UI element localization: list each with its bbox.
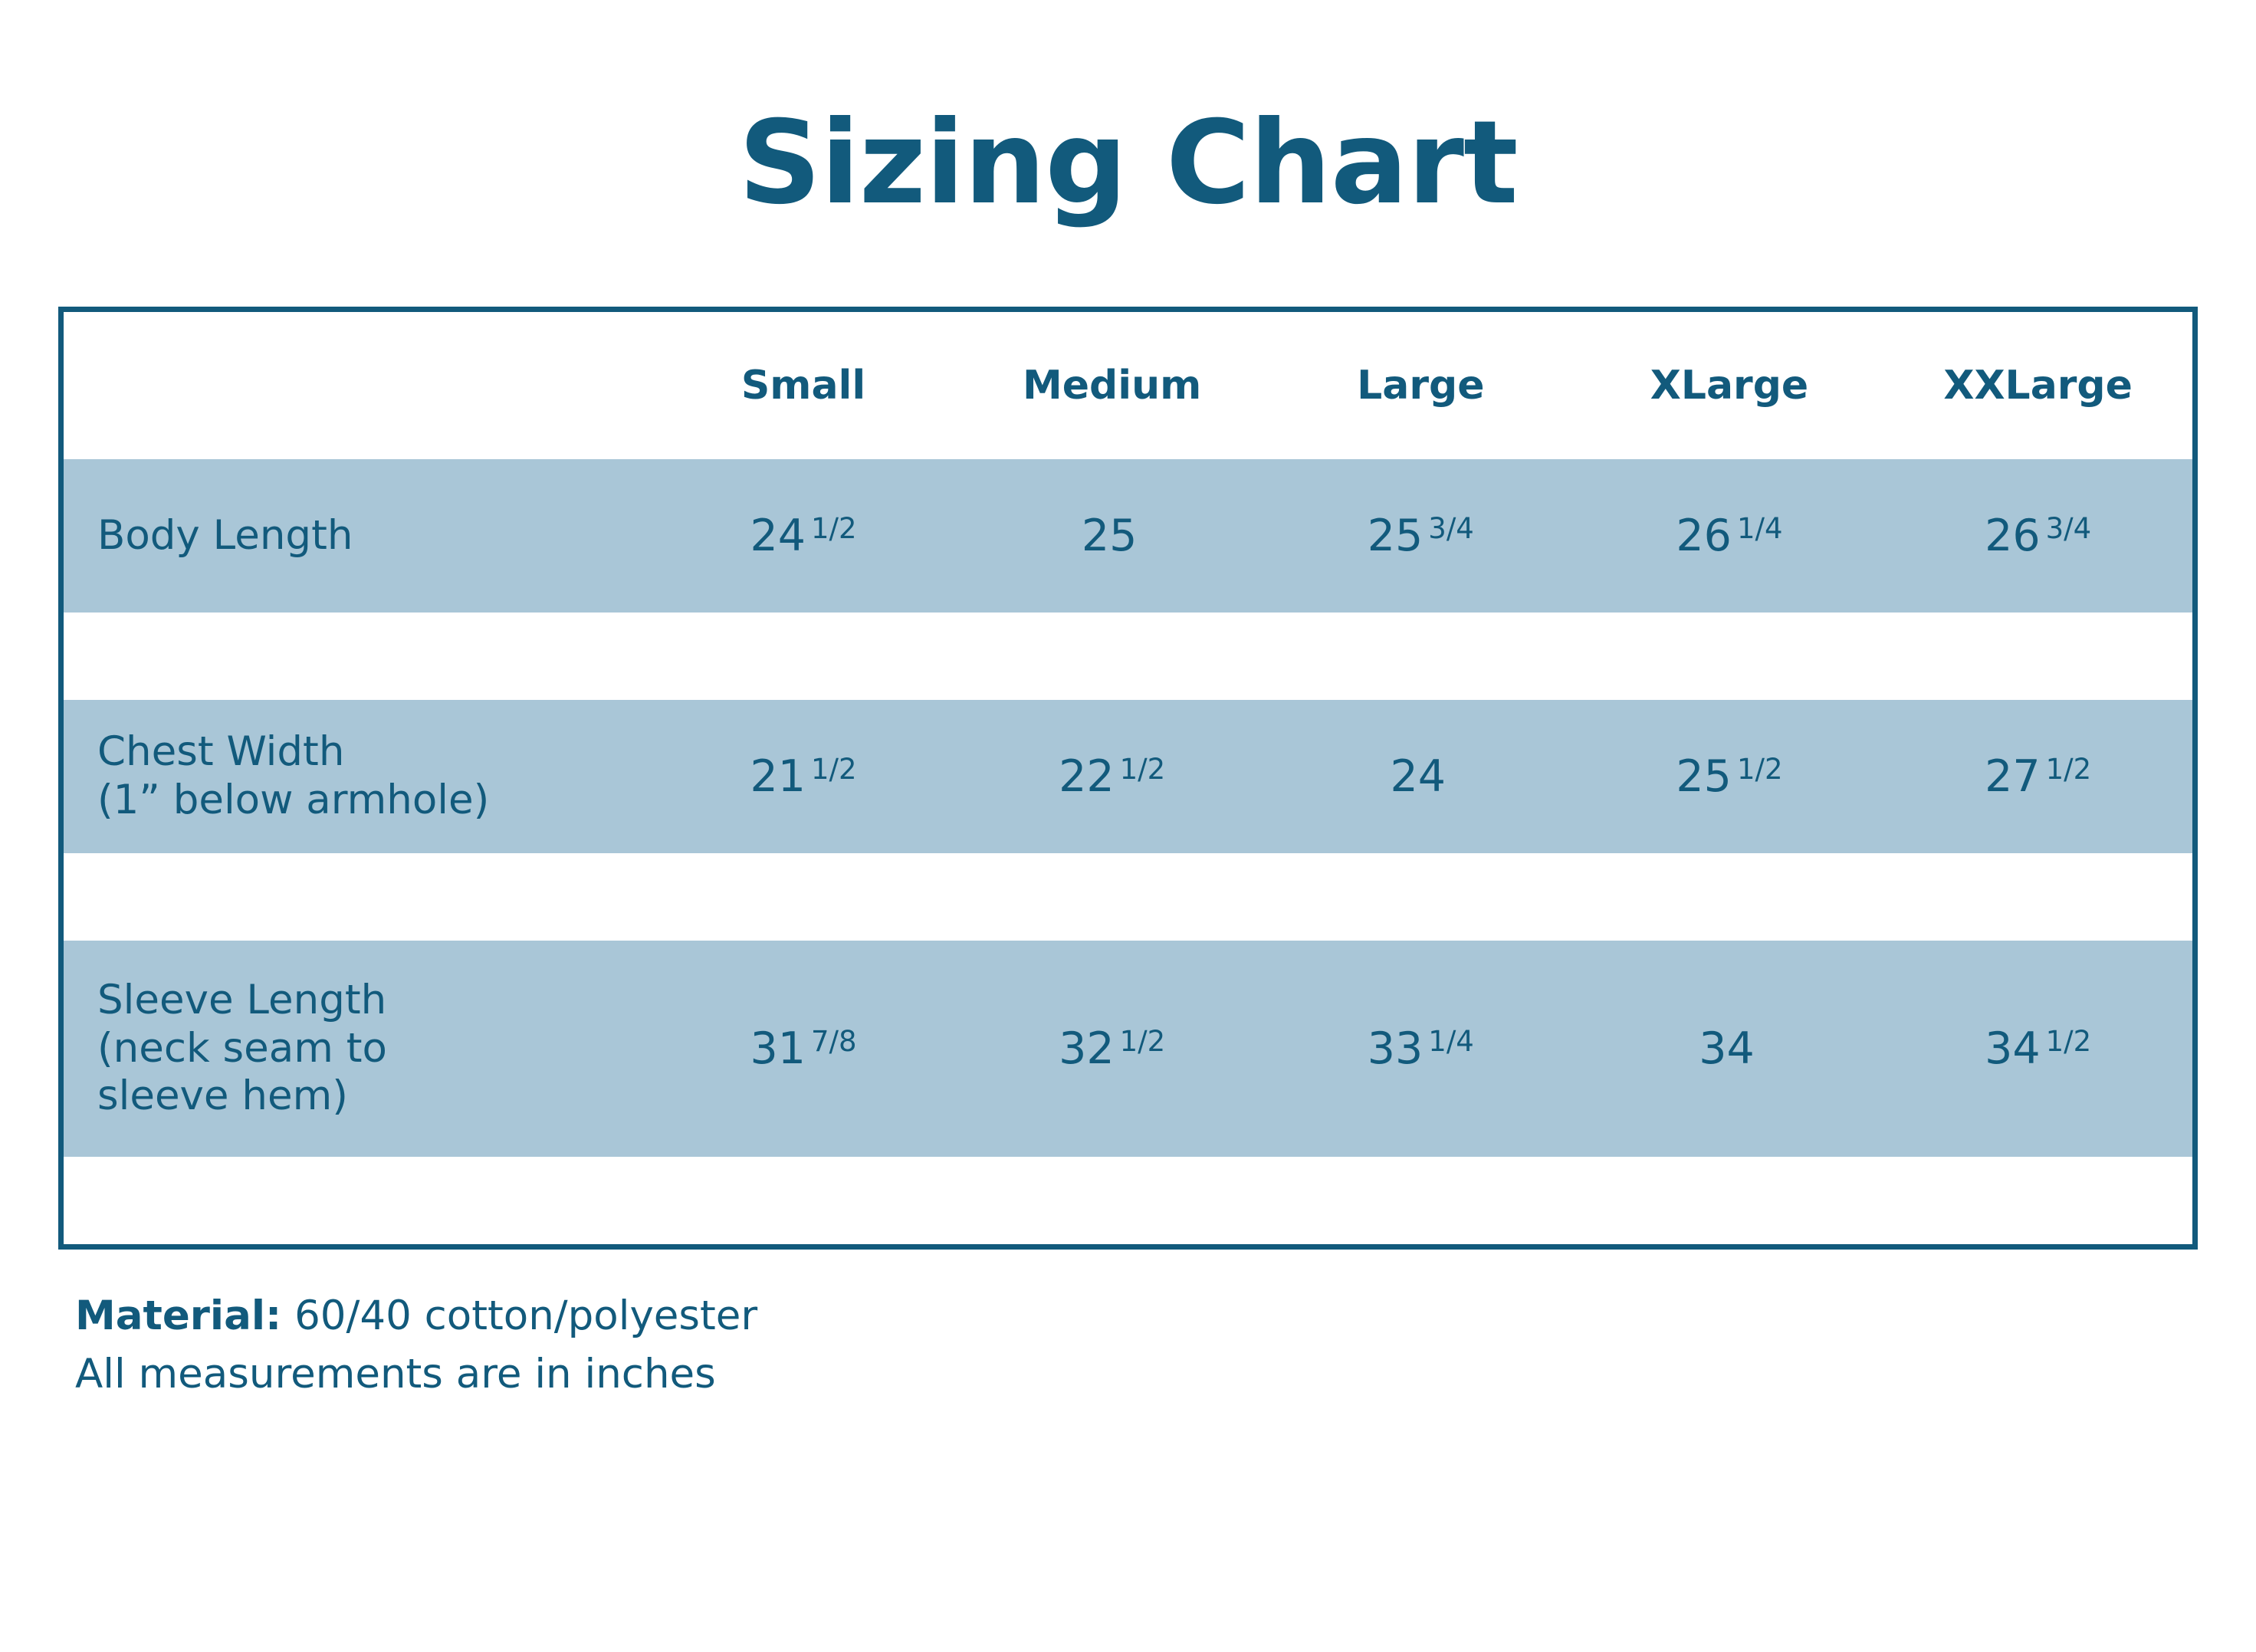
column-header-medium: Medium xyxy=(1023,363,1202,409)
header-cell-empty xyxy=(64,312,649,459)
cell-body-length-small xyxy=(649,459,958,613)
page-title: Sizing Chart xyxy=(738,97,1518,230)
cell-sleeve-length-xlarge xyxy=(1575,941,1884,1157)
value-whole: 31 xyxy=(750,1023,806,1074)
cell-body-length-medium xyxy=(957,459,1266,613)
value-fraction: 1/4 xyxy=(1736,512,1783,545)
sizing-table-container xyxy=(58,307,2198,1250)
value-whole: 32 xyxy=(1059,1023,1115,1074)
sizing-table xyxy=(64,312,2192,1244)
cell-body-length-xlarge xyxy=(1575,459,1884,613)
column-header-small: Small xyxy=(741,363,866,409)
row-label-line2: (neck seam to xyxy=(97,1024,387,1072)
column-header-xlarge: XLarge xyxy=(1650,363,1809,409)
material-label: Material: xyxy=(75,1292,282,1339)
cell-sleeve-length-small xyxy=(649,941,958,1157)
value-whole: 25 xyxy=(1676,751,1732,802)
spacer-cell xyxy=(64,613,2192,700)
value-whole: 24 xyxy=(750,511,806,561)
row-label-sleeve-length xyxy=(64,941,649,1157)
value-whole: 27 xyxy=(1985,751,2041,802)
spacer-cell xyxy=(64,1157,2192,1244)
table-spacer-row xyxy=(64,613,2192,700)
value-whole: 24 xyxy=(1390,751,1447,802)
cell-chest-width-small xyxy=(649,700,958,853)
value-fraction: 1/2 xyxy=(2045,1025,2092,1058)
value-fraction: 1/2 xyxy=(1736,753,1783,786)
value-whole: 26 xyxy=(1676,511,1732,561)
row-label-line2: (1” below armhole) xyxy=(97,777,490,823)
value-fraction: 1/4 xyxy=(1428,1025,1474,1058)
footer-notes xyxy=(58,1289,2198,1402)
value-fraction: 1/2 xyxy=(1119,753,1166,786)
cell-chest-width-medium xyxy=(957,700,1266,853)
value-fraction: 1/2 xyxy=(1119,1025,1166,1058)
value-fraction: 1/2 xyxy=(2045,753,2092,786)
value-whole: 25 xyxy=(1367,511,1424,561)
table-spacer-row xyxy=(64,853,2192,941)
value-whole: 33 xyxy=(1367,1023,1424,1074)
value-fraction: 1/2 xyxy=(810,753,857,786)
value-fraction: 3/4 xyxy=(1428,512,1474,545)
value-fraction: 7/8 xyxy=(810,1025,857,1058)
spacer-cell xyxy=(64,853,2192,941)
value-whole: 26 xyxy=(1985,511,2041,561)
value-fraction: 3/4 xyxy=(2045,512,2092,545)
material-line xyxy=(75,1289,2198,1343)
row-label-line1: Chest Width xyxy=(97,728,345,776)
cell-body-length-xxlarge xyxy=(1883,459,2192,613)
value-whole: 34 xyxy=(1699,1023,1755,1074)
table-row xyxy=(64,700,2192,853)
cell-chest-width-large xyxy=(1266,700,1575,853)
column-header-large: Large xyxy=(1357,363,1485,409)
measurement-note: All measurements are in inches xyxy=(75,1351,716,1398)
value-whole: 34 xyxy=(1985,1023,2041,1074)
table-spacer-row xyxy=(64,1157,2192,1244)
cell-body-length-large xyxy=(1266,459,1575,613)
table-row xyxy=(64,459,2192,613)
cell-chest-width-xxlarge xyxy=(1883,700,2192,853)
value-whole: 25 xyxy=(1081,511,1138,561)
value-whole: 21 xyxy=(750,751,806,802)
cell-sleeve-length-xxlarge xyxy=(1883,941,2192,1157)
row-label-chest-width xyxy=(64,700,649,853)
table-row xyxy=(64,941,2192,1157)
cell-sleeve-length-medium xyxy=(957,941,1266,1157)
material-value: 60/40 cotton/polyester xyxy=(281,1292,758,1339)
column-header-xxlarge: XXLarge xyxy=(1943,363,2133,409)
row-label-line3: sleeve hem) xyxy=(97,1072,348,1120)
cell-sleeve-length-large xyxy=(1266,941,1575,1157)
value-fraction: 1/2 xyxy=(810,512,857,545)
row-label-line1: Sleeve Length xyxy=(97,977,387,1024)
row-label-body-length: Body Length xyxy=(64,459,649,613)
cell-chest-width-xlarge xyxy=(1575,700,1884,853)
table-header-row xyxy=(64,312,2192,459)
value-whole: 22 xyxy=(1059,751,1115,802)
